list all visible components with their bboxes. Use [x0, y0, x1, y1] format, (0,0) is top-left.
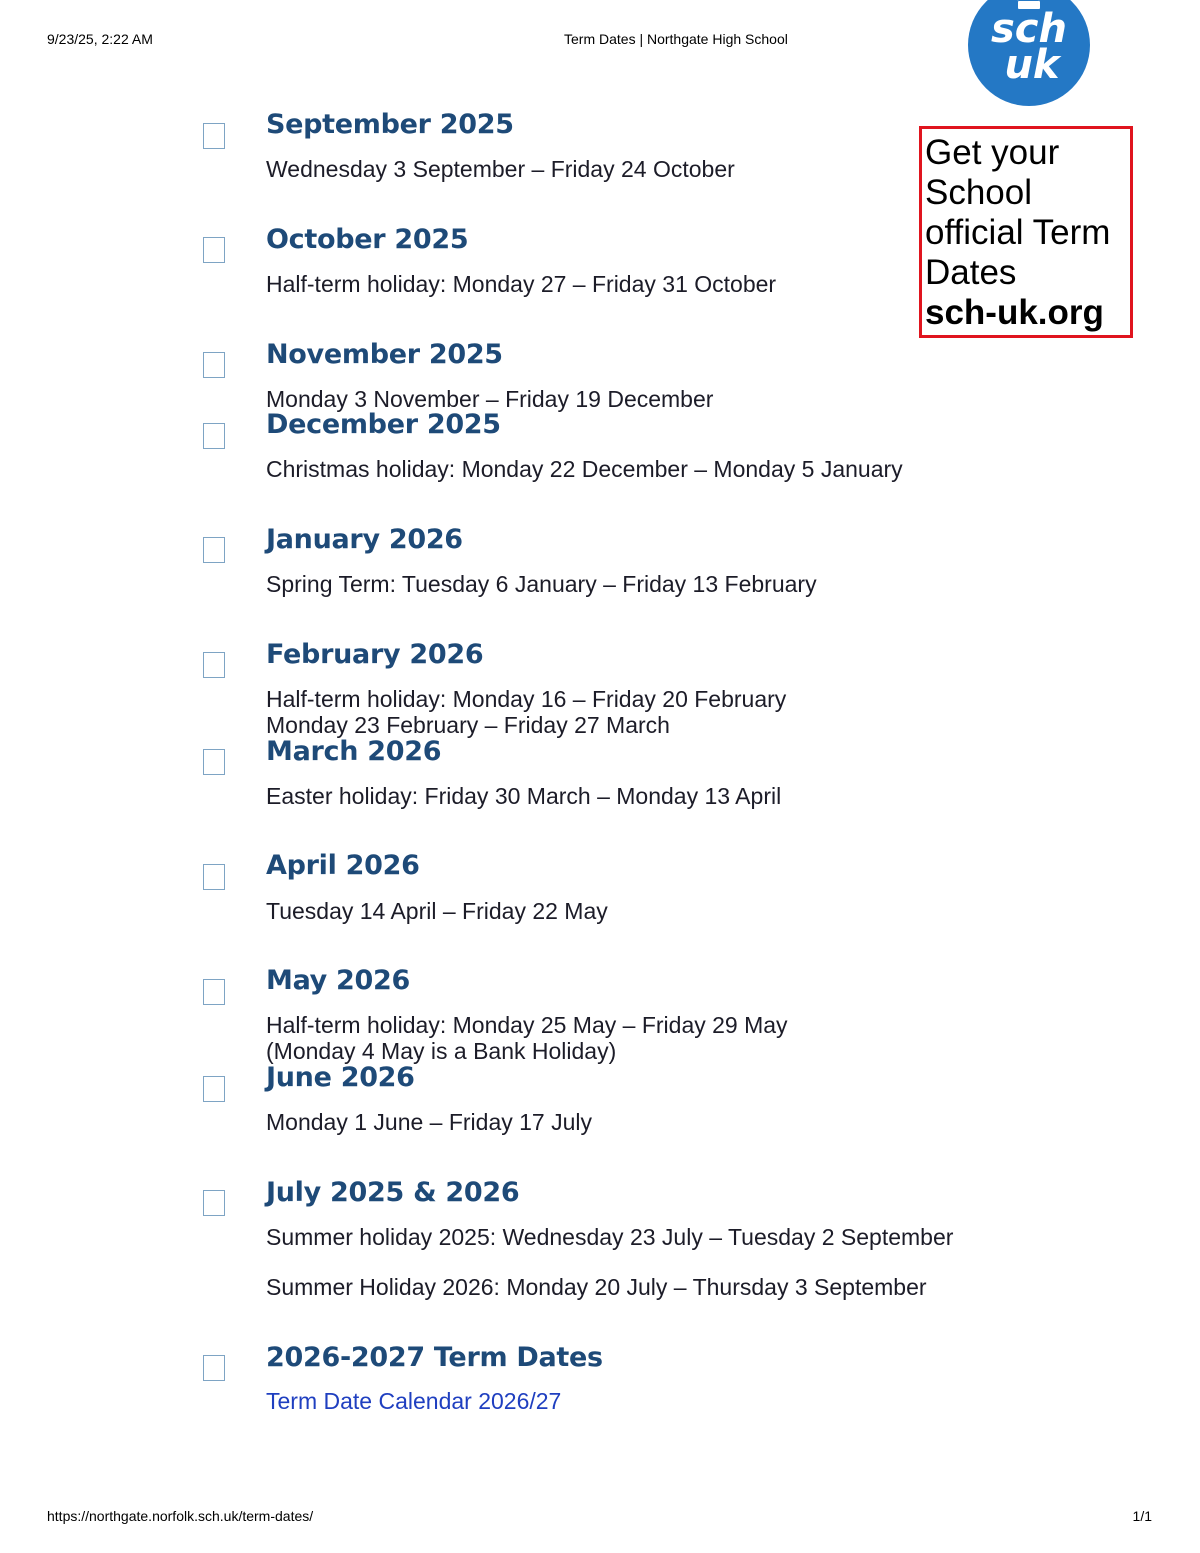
logo-text-top: sch	[991, 6, 1067, 52]
print-page-title: Term Dates | Northgate High School	[564, 31, 788, 47]
term-detail: Monday 1 June – Friday 17 July	[266, 1109, 593, 1135]
term-detail: Monday 3 November – Friday 19 December	[266, 386, 714, 412]
checkbox-icon[interactable]	[203, 352, 225, 378]
ad-link[interactable]: sch-uk.org	[925, 293, 1104, 332]
checkbox-icon[interactable]	[203, 1190, 225, 1216]
checkbox-icon[interactable]	[203, 237, 225, 263]
term-detail: Summer holiday 2025: Wednesday 23 July – Tuesday 2 September	[266, 1224, 954, 1250]
sch-uk-logo-icon	[968, 0, 1090, 106]
logo-text-bottom: uk	[1004, 42, 1060, 88]
ad-line-4: Dates	[925, 253, 1017, 292]
heading-2026-2027-term-dates: 2026-2027 Term Dates	[266, 1342, 603, 1373]
checkbox-icon[interactable]	[203, 1355, 225, 1381]
month-heading-february-2026: February 2026	[266, 639, 484, 670]
month-heading-january-2026: January 2026	[266, 524, 463, 555]
checkbox-icon[interactable]	[203, 749, 225, 775]
term-detail: Monday 23 February – Friday 27 March	[266, 712, 670, 738]
term-detail: Tuesday 14 April – Friday 22 May	[266, 898, 608, 924]
term-detail: Summer Holiday 2026: Monday 20 July – Thursday 3 September	[266, 1274, 927, 1300]
ad-line-2: School	[925, 173, 1033, 212]
month-heading-june-2026: June 2026	[266, 1062, 415, 1093]
month-heading-april-2026: April 2026	[266, 850, 420, 881]
checkbox-icon[interactable]	[203, 1076, 225, 1102]
month-heading-july-2025-2026: July 2025 & 2026	[266, 1177, 520, 1208]
print-page-number: 1/1	[1132, 1508, 1152, 1524]
checkbox-icon[interactable]	[203, 537, 225, 563]
term-detail: Spring Term: Tuesday 6 January – Friday 13 February	[266, 571, 817, 597]
term-detail: Easter holiday: Friday 30 March – Monday 13 April	[266, 783, 782, 809]
checkbox-icon[interactable]	[203, 652, 225, 678]
ad-line-1: Get your	[925, 133, 1060, 172]
term-detail: Wednesday 3 September – Friday 24 October	[266, 156, 735, 182]
month-heading-december-2025: December 2025	[266, 409, 501, 440]
term-dates-ad[interactable]	[919, 126, 1133, 338]
checkbox-icon[interactable]	[203, 423, 225, 449]
term-detail: (Monday 4 May is a Bank Holiday)	[266, 1038, 617, 1064]
checkbox-icon[interactable]	[203, 864, 225, 890]
print-url: https://northgate.norfolk.sch.uk/term-dates/	[47, 1508, 314, 1524]
checkbox-icon[interactable]	[203, 979, 225, 1005]
term-detail: Half-term holiday: Monday 27 – Friday 31 October	[266, 271, 777, 297]
month-heading-march-2026: March 2026	[266, 736, 442, 767]
sch-uk-logo[interactable]	[968, 0, 1090, 106]
month-heading-october-2025: October 2025	[266, 224, 469, 255]
month-heading-september-2025: September 2025	[266, 109, 514, 140]
month-heading-november-2025: November 2025	[266, 339, 503, 370]
ad-line-3: official Term	[925, 213, 1111, 252]
print-datetime: 9/23/25, 2:22 AM	[47, 31, 153, 47]
month-heading-may-2026: May 2026	[266, 965, 411, 996]
term-detail: Half-term holiday: Monday 16 – Friday 20 February	[266, 686, 787, 712]
term-detail: Half-term holiday: Monday 25 May – Friday 29 May	[266, 1012, 788, 1038]
term-detail: Christmas holiday: Monday 22 December – Monday 5 January	[266, 456, 903, 482]
term-date-calendar-link[interactable]: Term Date Calendar 2026/27	[266, 1388, 562, 1414]
checkbox-icon[interactable]	[203, 123, 225, 149]
